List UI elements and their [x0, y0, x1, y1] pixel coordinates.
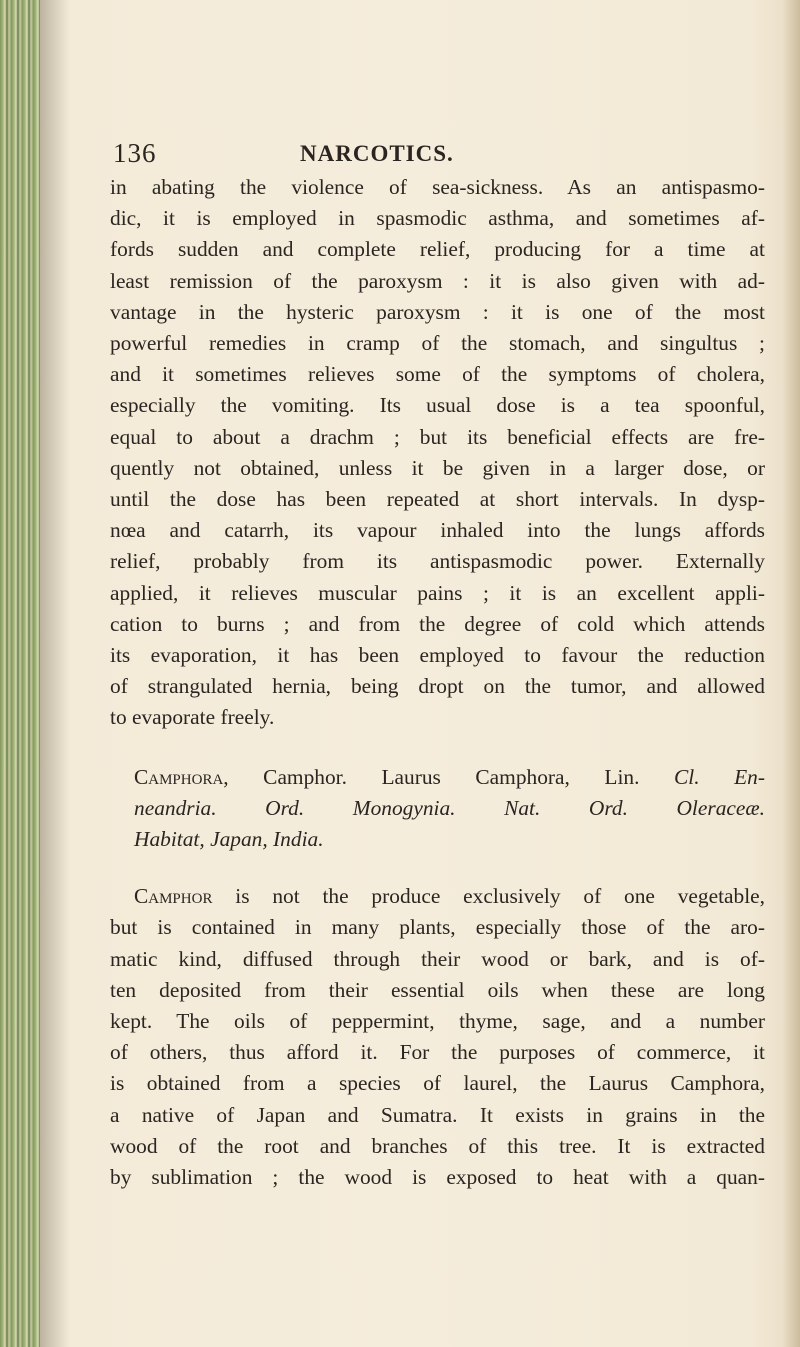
text-line: of strangulated hernia, being dropt on the tumor, and allowed	[110, 674, 765, 699]
text-line: until the dose has been repeated at short intervals. In dysp-	[110, 487, 765, 512]
text-line: a native of Japan and Sumatra. It exists in grains in the	[110, 1102, 765, 1127]
paragraph-lead-term: Camphor	[134, 884, 213, 909]
text-line: by sublimation ; the wood is exposed to heat with a quan-	[110, 1165, 765, 1190]
class-name-end: neandria.	[134, 795, 217, 820]
text-line: wood of the root and branches of this tree. It is extracted	[110, 1133, 765, 1158]
text-line: applied, it relieves muscular pains ; it is an excellent appli-	[110, 580, 765, 605]
natural-order-label: Nat. Ord.	[504, 795, 628, 820]
gutter-shadow	[40, 0, 70, 1347]
section-spacer	[110, 734, 765, 762]
habitat-places: Japan, India.	[210, 827, 324, 852]
text-line-rest: is not the produce exclusively of one vegetable,	[212, 884, 765, 909]
natural-order-name: Oleraceæ.	[676, 795, 765, 820]
text-line: to evaporate freely.	[110, 705, 275, 730]
text-line: ten deposited from their essential oils when these are long	[110, 977, 765, 1002]
entry-line-1	[110, 762, 765, 793]
text-line: is obtained from a species of laurel, the Laurus Camphora,	[110, 1071, 765, 1096]
text-line: cation to burns ; and from the degree of cold which attends	[110, 611, 765, 636]
class-name-start: En-	[734, 764, 765, 789]
text-line: quently not obtained, unless it be given in a larger dose, or	[110, 455, 765, 480]
text-line: vantage in the hysteric paroxysm : it is one of the most	[110, 299, 765, 324]
entry-term: Camphora,	[134, 764, 229, 789]
text-line: of others, thus afford it. For the purposes of commerce, it	[110, 1040, 765, 1065]
text-line: nœa and catarrh, its vapour inhaled into the lungs affords	[110, 518, 765, 543]
habitat-label: Habitat,	[134, 827, 205, 852]
section-spacer	[110, 855, 765, 881]
page-body	[110, 172, 765, 1193]
order-name: Monogynia.	[352, 795, 456, 820]
entry-camphora-heading	[110, 762, 765, 856]
paragraph-ether-uses	[110, 172, 765, 734]
text-line: relief, probably from its antispasmodic power. Externally	[110, 549, 765, 574]
text-line: least remission of the paroxysm : it is also given with ad-	[110, 268, 765, 293]
text-line: its evaporation, it has been employed to favour the reduction	[110, 643, 765, 668]
entry-line-2	[110, 793, 765, 824]
text-line: kept. The oils of peppermint, thyme, sage, and a number	[110, 1009, 765, 1034]
class-label: Cl.	[674, 764, 700, 789]
entry-names: Camphor. Laurus Camphora, Lin.	[228, 764, 640, 789]
text-line: and it sometimes relieves some of the symptoms of cholera,	[110, 362, 765, 387]
text-line	[110, 881, 765, 912]
text-line: dic, it is employed in spasmodic asthma, and sometimes af-	[110, 206, 765, 231]
book-binding-edge	[0, 0, 40, 1347]
text-line: powerful remedies in cramp of the stomach, and singultus ;	[110, 331, 765, 356]
text-line: matic kind, diffused through their wood or bark, and is of-	[110, 946, 765, 971]
text-line: equal to about a drachm ; but its beneficial effects are fre-	[110, 424, 765, 449]
entry-line-3	[110, 824, 765, 855]
text-line: fords sudden and complete relief, producing for a time at	[110, 237, 765, 262]
paragraph-camphor-source	[110, 881, 765, 1193]
running-title: NARCOTICS.	[300, 141, 454, 166]
text-line: but is contained in many plants, especially those of the aro-	[110, 915, 765, 940]
page-number: 136	[113, 138, 157, 168]
order-label: Ord.	[265, 795, 305, 820]
text-line: especially the vomiting. Its usual dose is a tea spoonful,	[110, 393, 765, 418]
text-line: in abating the violence of sea-sickness. As an antispasmo-	[110, 175, 765, 199]
page-edge-shadow	[782, 0, 800, 1347]
